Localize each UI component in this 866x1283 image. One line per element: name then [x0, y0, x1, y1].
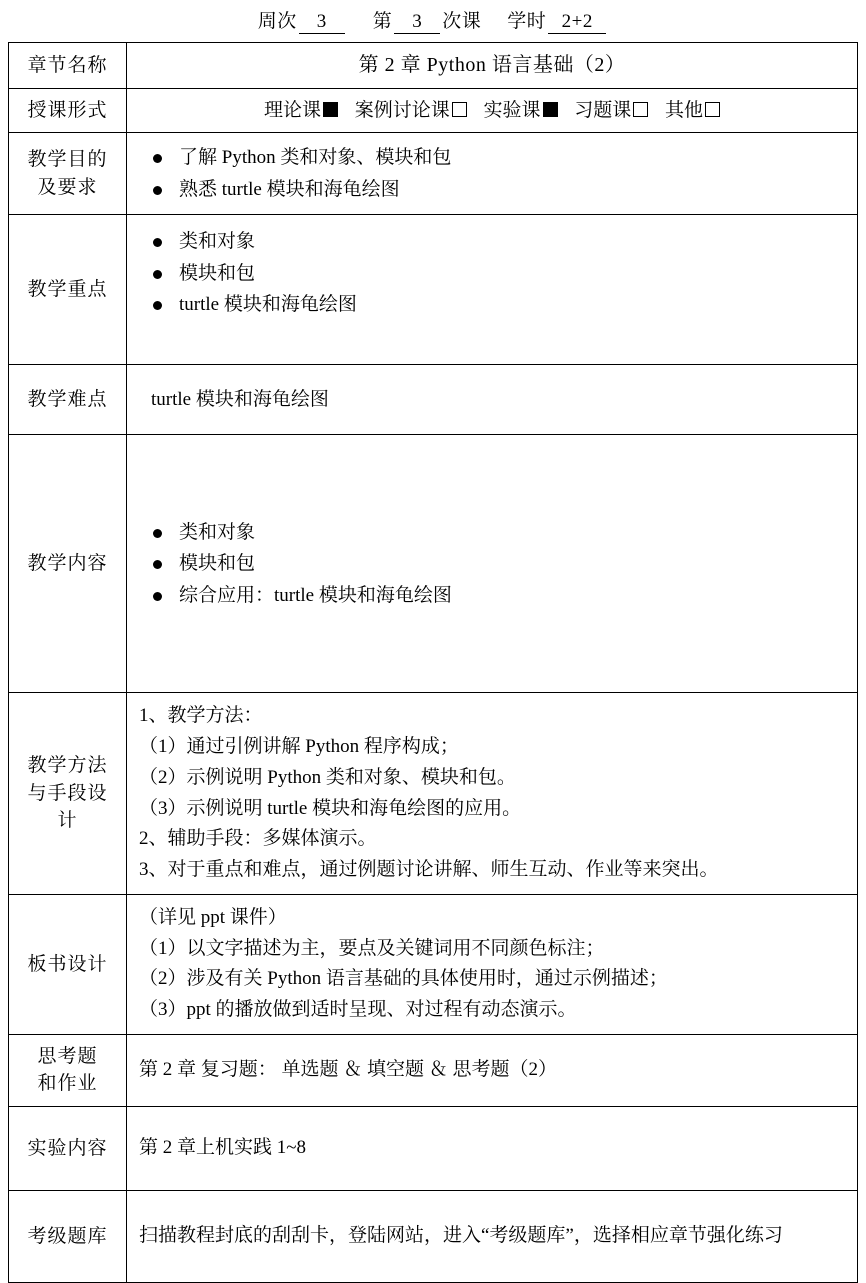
row-label-contents: 教学内容 — [9, 435, 127, 693]
list-item: turtle 模块和海龟绘图 — [139, 290, 845, 319]
methods-line: 2、辅助手段：多媒体演示。 — [139, 828, 377, 850]
list-item: 综合应用：turtle 模块和海龟绘图 — [139, 581, 845, 610]
checkbox-icon[interactable] — [543, 102, 558, 117]
blackboard-line: （2）涉及有关 Python 语言基础的具体使用时，通过示例描述； — [139, 968, 668, 990]
row-value-teaching-form — [127, 88, 858, 133]
order-suffix: 次课 — [442, 11, 482, 32]
row-label-key-points: 教学重点 — [9, 215, 127, 365]
row-label-methods-line2: 与手段设 — [27, 782, 108, 804]
teaching-form-option[interactable] — [355, 100, 467, 121]
checkbox-icon[interactable] — [323, 102, 338, 117]
row-label-methods — [9, 693, 127, 895]
row-value-blackboard — [127, 894, 858, 1034]
list-item: 了解 Python 类和对象、模块和包 — [139, 143, 845, 172]
row-value-objectives — [127, 133, 858, 215]
table-row-contents — [9, 435, 858, 693]
row-label-homework — [9, 1034, 127, 1106]
row-label-experiment: 实验内容 — [9, 1106, 127, 1190]
list-item: 模块和包 — [139, 259, 845, 288]
header-line — [8, 0, 858, 42]
teaching-form-option[interactable] — [574, 100, 648, 121]
row-label-homework-line1: 思考题 — [37, 1045, 98, 1067]
key-points-list — [139, 227, 845, 319]
methods-line: （2）示例说明 Python 类和对象、模块和包。 — [139, 766, 516, 788]
row-value-methods — [127, 693, 858, 895]
table-row-exam-bank — [9, 1190, 858, 1282]
row-value-contents — [127, 435, 858, 693]
difficulties-text: turtle 模块和海龟绘图 — [151, 388, 329, 410]
homework-text: 第 2 章 复习题： 单选题 ＆ 填空题 ＆ 思考题（2） — [139, 1059, 558, 1081]
row-label-methods-line3: 计 — [57, 810, 78, 832]
option-label: 案例讨论课 — [354, 99, 450, 121]
teaching-form-option[interactable] — [483, 100, 557, 121]
list-item: 模块和包 — [139, 549, 845, 578]
checkbox-icon[interactable] — [705, 102, 720, 117]
hours-value: 2+2 — [548, 12, 606, 34]
table-row-experiment — [9, 1106, 858, 1190]
option-label: 实验课 — [483, 99, 541, 121]
checkbox-icon[interactable] — [452, 102, 467, 117]
table-row-difficulties — [9, 365, 858, 435]
row-label-teaching-form: 授课形式 — [9, 88, 127, 133]
methods-line: 3、对于重点和难点，通过例题讨论讲解、师生互动、作业等来突出。 — [139, 859, 719, 881]
experiment-text: 第 2 章上机实践 1~8 — [139, 1137, 307, 1159]
row-label-chapter: 章节名称 — [9, 42, 127, 88]
option-label: 习题课 — [574, 99, 632, 121]
list-item: 类和对象 — [139, 227, 845, 256]
checkbox-icon[interactable] — [633, 102, 648, 117]
lesson-plan-table — [8, 42, 858, 1283]
order-field — [373, 6, 482, 34]
row-label-methods-line1: 教学方法 — [27, 755, 108, 777]
chapter-title: 第 2 章 Python 语言基础（2） — [358, 53, 626, 76]
table-row-homework — [9, 1034, 858, 1106]
row-value-chapter — [127, 42, 858, 88]
option-label: 其他 — [665, 99, 704, 121]
exam-bank-text: 扫描教程封底的刮刮卡，登陆网站，进入“考级题库”，选择相应章节强化练习 — [139, 1225, 783, 1247]
teaching-form-options — [139, 97, 845, 125]
objectives-list — [139, 143, 845, 204]
table-row-teaching-form — [9, 88, 858, 133]
row-label-difficulties: 教学难点 — [9, 365, 127, 435]
row-value-homework — [127, 1034, 858, 1106]
teaching-form-option[interactable] — [665, 100, 720, 121]
methods-line: 1、教学方法： — [139, 705, 263, 727]
table-row-methods — [9, 693, 858, 895]
row-label-objectives — [9, 133, 127, 215]
blackboard-line: （1）以文字描述为主，要点及关键词用不同颜色标注； — [139, 937, 605, 959]
week-label: 周次 — [257, 11, 297, 32]
methods-line: （1）通过引例讲解 Python 程序构成； — [139, 736, 459, 758]
week-field — [258, 6, 347, 34]
list-item: 类和对象 — [139, 518, 845, 547]
contents-list — [139, 518, 845, 610]
order-label: 第 — [372, 11, 393, 32]
blackboard-line: （详见 ppt 课件） — [139, 906, 287, 928]
row-value-key-points — [127, 215, 858, 365]
row-label-homework-line2: 和作业 — [37, 1073, 98, 1095]
row-value-difficulties — [127, 365, 858, 435]
table-row-objectives — [9, 133, 858, 215]
row-value-experiment — [127, 1106, 858, 1190]
table-row-chapter — [9, 42, 858, 88]
row-label-exam-bank: 考级题库 — [9, 1190, 127, 1282]
hours-label: 学时 — [507, 11, 547, 32]
methods-line: （3）示例说明 turtle 模块和海龟绘图的应用。 — [139, 797, 522, 819]
row-label-objectives-line2: 及要求 — [37, 176, 98, 198]
list-item: 熟悉 turtle 模块和海龟绘图 — [139, 175, 845, 204]
option-label: 理论课 — [263, 99, 321, 121]
table-row-blackboard — [9, 894, 858, 1034]
row-label-objectives-line1: 教学目的 — [27, 149, 108, 171]
row-value-exam-bank — [127, 1190, 858, 1282]
order-value: 3 — [394, 12, 440, 34]
table-row-key-points — [9, 215, 858, 365]
week-value: 3 — [299, 12, 345, 34]
teaching-form-option[interactable] — [264, 100, 338, 121]
hours-field — [507, 6, 608, 34]
blackboard-line: （3）ppt 的播放做到适时呈现、对过程有动态演示。 — [139, 999, 577, 1021]
row-label-blackboard: 板书设计 — [9, 894, 127, 1034]
